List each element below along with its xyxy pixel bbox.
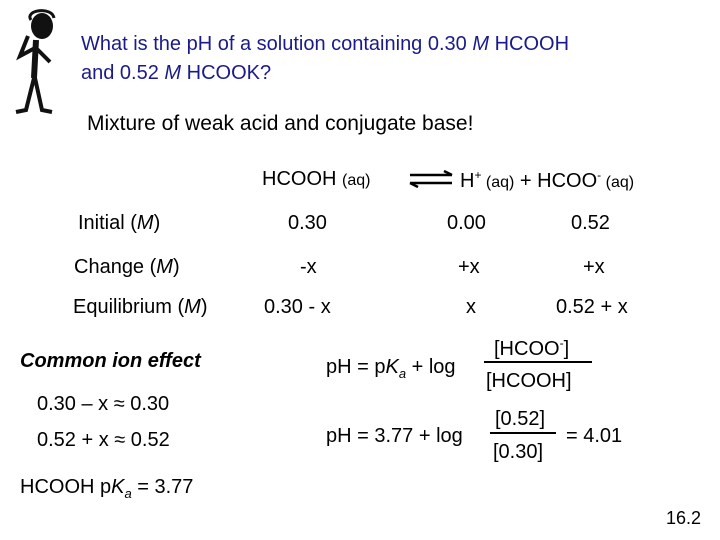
question-text: What is the pH of a solution containing 0.30	[81, 33, 473, 55]
question-text: HCOOK?	[181, 62, 272, 84]
ice-cell: +x	[583, 256, 605, 278]
formate-ion: + HCOO	[514, 170, 598, 192]
question-line-1	[81, 33, 569, 56]
row-label: )	[200, 296, 208, 318]
hh-text: + log	[406, 356, 456, 378]
pka-k: K	[111, 476, 125, 498]
common-ion-heading: Common ion effect	[20, 350, 201, 372]
ice-cell: 0.00	[447, 212, 486, 234]
approximation-1: 0.30 – x ≈ 0.30	[37, 393, 170, 415]
hydrogen-ion: H	[460, 170, 475, 192]
charge: +	[474, 168, 482, 182]
ice-label-initial	[78, 212, 160, 235]
reactant-state: (aq)	[342, 172, 371, 189]
molar-unit: M	[472, 33, 490, 55]
row-label: )	[172, 256, 180, 278]
reactant-formula: HCOOH	[262, 168, 342, 190]
fraction-bar	[484, 361, 592, 363]
ice-label-change	[74, 256, 180, 279]
pka-text: HCOOH p	[20, 476, 112, 498]
row-label: )	[153, 212, 161, 234]
product-state: (aq)	[601, 174, 635, 191]
pka-note	[20, 476, 193, 501]
hh-equation-lhs	[326, 356, 456, 381]
ice-cell: 0.30 - x	[264, 296, 331, 318]
ice-cell: 0.52 + x	[556, 296, 628, 318]
molar-unit: M	[164, 62, 182, 84]
product-state: (aq)	[481, 174, 515, 191]
molar-unit: M	[136, 212, 154, 234]
numerator-text: ]	[563, 338, 570, 360]
ice-cell: 0.30	[288, 212, 327, 234]
row-label: Equilibrium (	[73, 296, 185, 318]
numerator-text: [HCOO	[494, 338, 560, 360]
ice-cell: x	[466, 296, 476, 318]
molar-unit: M	[156, 256, 173, 278]
hh-solution-numerator: [0.52]	[495, 408, 546, 430]
hh-solution-lhs: pH = 3.77 + log	[326, 425, 463, 447]
pka-value: = 3.77	[131, 476, 194, 498]
question-line-2	[81, 62, 271, 85]
question-text: and 0.52	[81, 62, 165, 84]
charge: -	[597, 168, 602, 182]
ice-cell: 0.52	[571, 212, 610, 234]
slide-number: 16.2	[666, 508, 702, 528]
hh-text: pH = p	[326, 356, 386, 378]
thinking-person-icon	[6, 6, 76, 126]
hh-subscript: a	[398, 366, 407, 381]
question-text: HCOOH	[489, 33, 570, 55]
pka-subscript: a	[124, 486, 132, 501]
approximation-2: 0.52 + x ≈ 0.52	[37, 429, 170, 451]
row-label: Initial (	[78, 212, 137, 234]
row-label: Change (	[74, 256, 157, 278]
hh-numerator	[494, 336, 569, 361]
fraction-bar	[490, 432, 556, 434]
hh-solution-denominator: [0.30]	[493, 441, 544, 463]
ice-cell: +x	[458, 256, 480, 278]
equilibrium-arrow-icon	[408, 170, 454, 188]
molar-unit: M	[184, 296, 201, 318]
equation-products	[460, 168, 634, 193]
ice-label-equilibrium	[73, 296, 208, 319]
ice-cell: -x	[300, 256, 317, 278]
hh-solution-result: = 4.01	[566, 425, 623, 447]
equation-reactant	[262, 168, 370, 191]
hh-denominator: [HCOOH]	[486, 370, 572, 392]
subtitle: Mixture of weak acid and conjugate base!	[87, 112, 474, 135]
hh-k: K	[385, 356, 399, 378]
charge: -	[559, 336, 564, 350]
